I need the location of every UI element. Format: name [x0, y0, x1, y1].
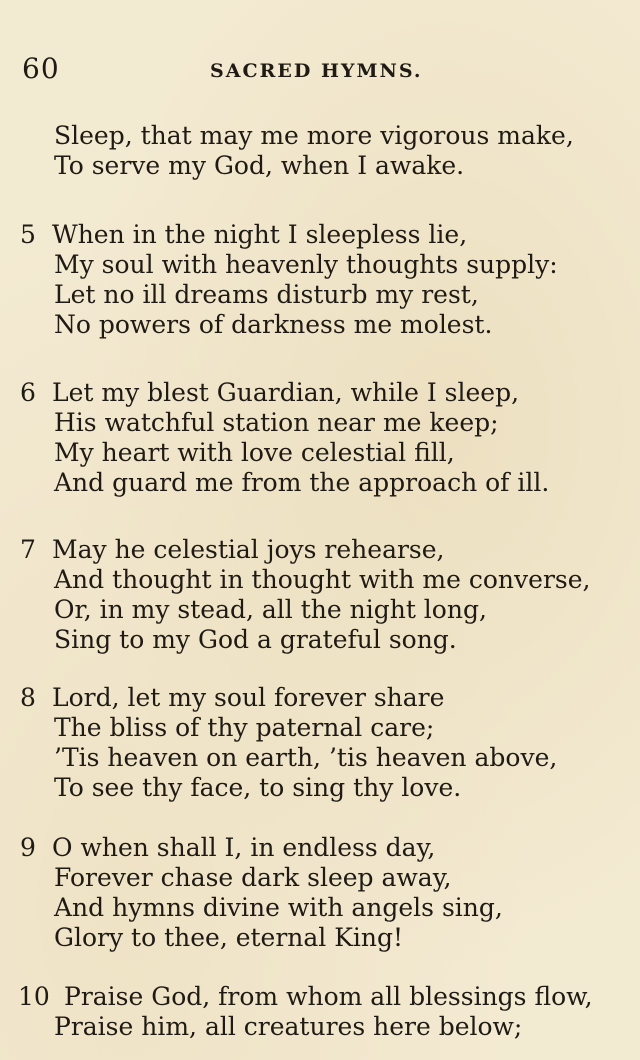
- page-number: 60: [22, 52, 60, 85]
- verse-line: Lord, let my soul forever share: [52, 683, 445, 712]
- verse-line: Let no ill dreams disturb my rest,: [54, 280, 479, 309]
- verse-line: To see thy face, to sing thy love.: [54, 773, 462, 802]
- page-header: [0, 52, 640, 86]
- verse-line: Glory to thee, eternal King!: [54, 923, 404, 952]
- verse-line: To serve my God, when I awake.: [54, 151, 465, 180]
- verse-line: And guard me from the approach of ill.: [54, 468, 550, 497]
- running-title: SACRED HYMNS.: [210, 60, 423, 82]
- verse-line: Let my blest Guardian, while I sleep,: [52, 378, 520, 407]
- verse-line: Sing to my God a grateful song.: [54, 625, 457, 654]
- stanza-number: 6: [20, 378, 36, 407]
- verse-line: ’Tis heaven on earth, ’tis heaven above,: [54, 743, 558, 772]
- stanza-number: 5: [20, 220, 36, 249]
- verse-line: And hymns divine with angels sing,: [54, 893, 503, 922]
- stanza-number: 7: [20, 535, 36, 564]
- verse-line: My heart with love celestial fill,: [54, 438, 455, 467]
- verse-line: Praise him, all creatures here below;: [54, 1012, 523, 1041]
- verse-line: No powers of darkness me molest.: [54, 310, 493, 339]
- verse-line: When in the night I sleepless lie,: [52, 220, 468, 249]
- stanza-number: 9: [20, 833, 36, 862]
- stanza-number: 8: [20, 683, 36, 712]
- verse-line: May he celestial joys rehearse,: [52, 535, 445, 564]
- stanza-number: 10: [18, 982, 50, 1011]
- verse-line: Praise God, from whom all blessings flow,: [64, 982, 593, 1011]
- verse-line: The bliss of thy paternal care;: [54, 713, 435, 742]
- verse-line: O when shall I, in endless day,: [52, 833, 436, 862]
- verse-line: His watchful station near me keep;: [54, 408, 499, 437]
- verse-line: Sleep, that may me more vigorous make,: [54, 121, 574, 150]
- verse-line: Forever chase dark sleep away,: [54, 863, 452, 892]
- verse-line: And thought in thought with me converse,: [54, 565, 591, 594]
- verse-line: Or, in my stead, all the night long,: [54, 595, 487, 624]
- verse-line: My soul with heavenly thoughts supply:: [54, 250, 558, 279]
